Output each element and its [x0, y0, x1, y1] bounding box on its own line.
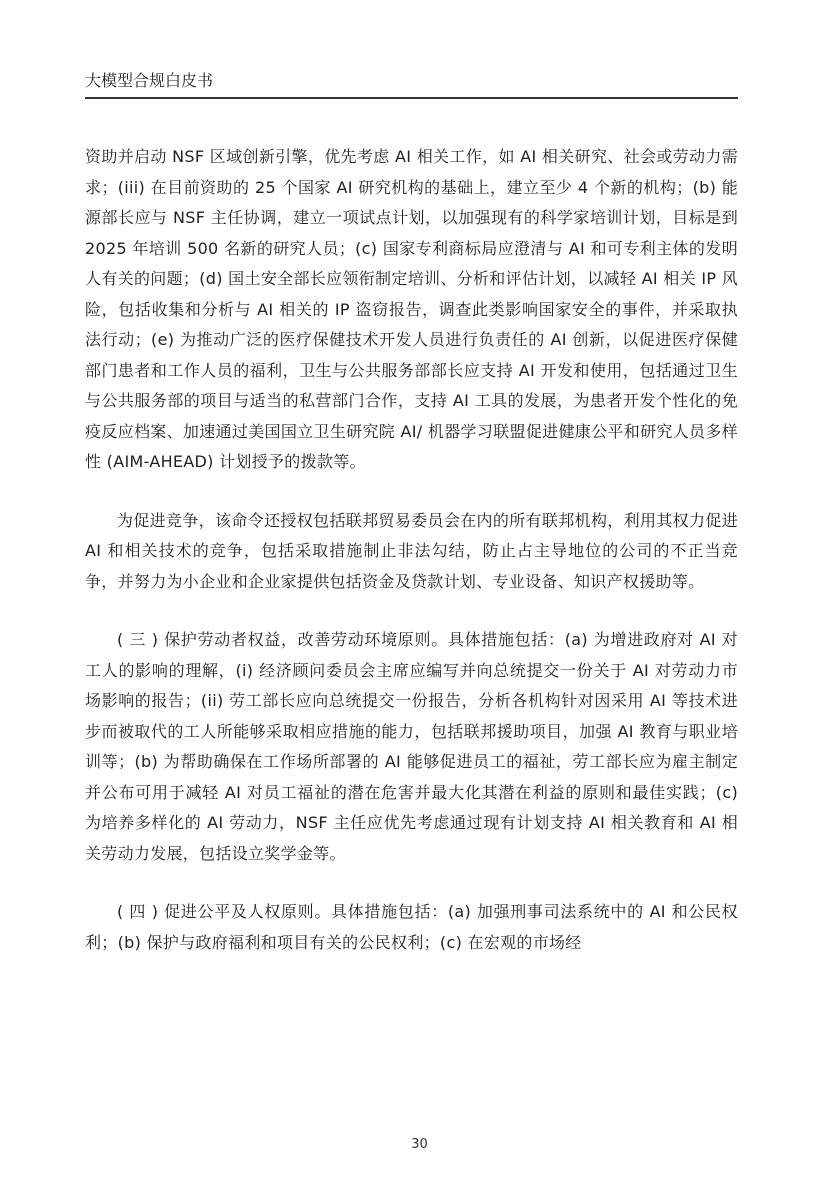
paragraph-2: 为促进竞争，该命令还授权包括联邦贸易委员会在内的所有联邦机构，利用其权力促进 AI 和相关技术的竞争，包括采取措施制止非法勾结，防止占主导地位的公司的不正当竞争，并努力为小企业和企业家提供包括资金及贷款计划、专业设备、知识产权援助等。 [85, 510, 738, 591]
paragraph-4: ( 四 ) 促进公平及人权原则。具体措施包括：(a) 加强刑事司法系统中的 AI 和公民权利；(b) 保护与政府福利和项目有关的公民权利；(c) 在宏观的市场经 [85, 902, 738, 952]
header-divider [85, 97, 738, 99]
page-header-title: 大模型合规白皮书 [85, 71, 214, 90]
page-number: 30 [411, 1137, 428, 1152]
paragraph-1: 资助并启动 NSF 区域创新引擎，优先考虑 AI 相关工作，如 AI 相关研究、社会或劳动力需求；(iii) 在目前资助的 25 个国家 AI 研究机构的基础上，建立至少 4 个新的机构；(b) 能源部长应与 NSF 主任协调，建立一项试点计划，以加强现有的科学家培训计划，目标是到 2025 年培训 500 名新的研究人员；(c) 国家专利商标局应澄清与 AI 和可专利主体的发明人有关的问题；(d) 国土安全部长应领衔制定培训、分析和评估计划，以减轻 AI 相关 IP 风险，包括收集和分析与 AI 相关的 IP 盗窃报告，调查此类影响国家安全的事件，并采取执法行动；(e) 为推动广泛的医疗保健技术开发人员进行负责任的 AI 创新，以促进医疗保健部门患者和工作人员的福利，卫生与公共服务部部长应支持 AI 开发和使用，包括通过卫生与公共服务部的项目与适当的私营部门合作，支持 AI 工具的发展，为患者开发个性化的免疫反应档案、加速通过美国国立卫生研究院 AI/ 机器学习联盟促进健康公平和研究人员多样性 (AIM-AHEAD) 计划授予的拨款等。 [85, 147, 738, 471]
document-body [85, 142, 738, 986]
paragraph-3: ( 三 ) 保护劳动者权益，改善劳动环境原则。具体措施包括：(a) 为增进政府对 AI 对工人的影响的理解，(i) 经济顾问委员会主席应编写并向总统提交一份关于 AI 对劳动力市场影响的报告；(ii) 劳工部长应向总统提交一份报告，分析各机构针对因采用 AI 等技术进步而被取代的工人所能够采取相应措施的能力，包括联邦援助项目，加强 AI 教育与职业培训等；(b) 为帮助确保在工作场所部署的 AI 能够促进员工的福祉，劳工部长应为雇主制定并公布可用于减轻 AI 对员工福祉的潜在危害并最大化其潜在利益的原则和最佳实践；(c) 为培养多样化的 AI 劳动力，NSF 主任应优先考虑通过现有计划支持 AI 相关教育和 AI 相关劳动力发展，包括设立奖学金等。 [85, 630, 738, 863]
